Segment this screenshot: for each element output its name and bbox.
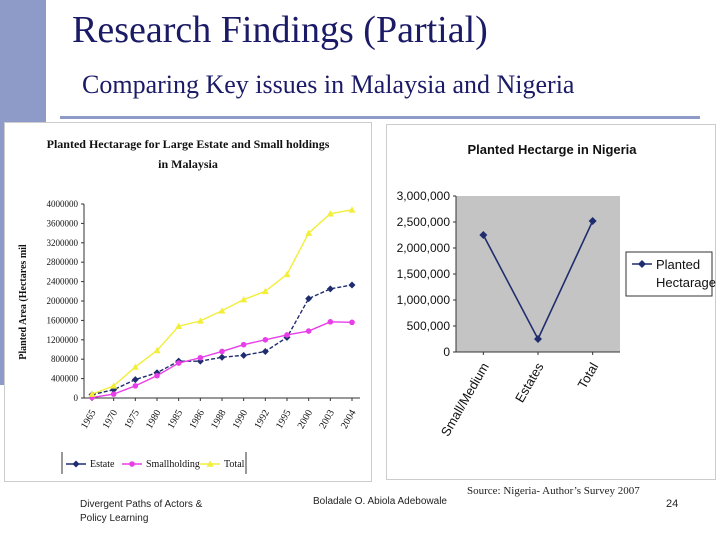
malaysia-x-tick-label: 1985 bbox=[165, 408, 186, 431]
malaysia-point-smallholding bbox=[241, 342, 247, 348]
malaysia-x-tick-label: 1992 bbox=[252, 408, 272, 431]
nigeria-y-tick-label: 3,000,000 bbox=[396, 189, 450, 203]
footer-center: Boladale O. Abiola Adebowale bbox=[313, 496, 447, 507]
malaysia-point-smallholding bbox=[306, 328, 312, 334]
nigeria-x-tick-label: Total bbox=[574, 360, 602, 392]
malaysia-point-smallholding bbox=[263, 337, 269, 343]
malaysia-point-smallholding bbox=[284, 332, 290, 338]
malaysia-y-tick-label: 0 bbox=[73, 393, 78, 403]
malaysia-y-axis-label: Planted Area (Hectares mil bbox=[18, 244, 29, 360]
malaysia-legend-label-smallholding: Smallholding bbox=[146, 459, 200, 470]
malaysia-y-tick-label: 2800000 bbox=[46, 257, 78, 268]
nigeria-plot-area bbox=[456, 196, 620, 352]
malaysia-x-tick-label: 1990 bbox=[230, 408, 251, 431]
malaysia-x-tick-label: 1975 bbox=[122, 408, 142, 431]
malaysia-y-tick-label: 3600000 bbox=[46, 218, 78, 229]
malaysia-chart-title-line1: Planted Hectarage for Large Estate and Small holdings bbox=[46, 137, 330, 151]
malaysia-x-tick-label: 1995 bbox=[274, 408, 294, 431]
malaysia-point-smallholding bbox=[328, 319, 334, 325]
malaysia-point-smallholding bbox=[219, 349, 225, 355]
malaysia-x-tick-label: 1965 bbox=[79, 408, 99, 431]
malaysia-chart bbox=[4, 122, 372, 482]
nigeria-chart-title: Planted Hectarge in Nigeria bbox=[467, 142, 637, 157]
malaysia-x-tick-label: 2000 bbox=[295, 408, 316, 431]
page-subtitle: Comparing Key issues in Malaysia and Nigeria bbox=[82, 70, 575, 99]
malaysia-y-tick-label: 1200000 bbox=[46, 334, 78, 345]
nigeria-y-tick-label: 0 bbox=[443, 345, 450, 359]
nigeria-y-tick-label: 1,500,000 bbox=[396, 267, 450, 281]
malaysia-y-tick-label: 2000000 bbox=[46, 296, 78, 306]
malaysia-y-tick-label: 3200000 bbox=[46, 237, 78, 248]
malaysia-point-smallholding bbox=[349, 320, 355, 326]
malaysia-legend-label-estate: Estate bbox=[90, 459, 115, 470]
nigeria-y-tick-label: 1,000,000 bbox=[396, 293, 450, 307]
nigeria-y-tick-label: 500,000 bbox=[406, 319, 450, 333]
footer-left-line2: Policy Learning bbox=[80, 513, 149, 524]
malaysia-y-tick-label: 800000 bbox=[51, 354, 78, 365]
malaysia-point-smallholding bbox=[198, 355, 204, 361]
malaysia-y-tick-label: 400000 bbox=[51, 373, 78, 384]
malaysia-y-tick-label: 4000000 bbox=[46, 199, 78, 209]
malaysia-y-tick-label: 2400000 bbox=[46, 276, 78, 287]
malaysia-point-smallholding bbox=[111, 391, 117, 397]
nigeria-chart-frame bbox=[386, 124, 716, 480]
malaysia-legend-label-total: Total bbox=[224, 459, 245, 470]
footer-left-line1: Divergent Paths of Actors & bbox=[80, 499, 203, 510]
malaysia-point-smallholding bbox=[176, 360, 182, 366]
malaysia-x-tick-label: 1970 bbox=[100, 408, 121, 431]
nigeria-legend-label-line2: Hectarage bbox=[656, 275, 716, 290]
accent-bar-horizontal bbox=[60, 116, 700, 119]
nigeria-chart bbox=[386, 124, 716, 480]
malaysia-x-tick-label: 1986 bbox=[187, 408, 207, 431]
malaysia-legend-marker-smallholding bbox=[129, 461, 135, 467]
page-number: 24 bbox=[666, 498, 679, 510]
malaysia-chart-title-line2: in Malaysia bbox=[158, 157, 218, 171]
source-note: Source: Nigeria- Author’s Survey 2007 bbox=[467, 485, 640, 497]
malaysia-x-tick-label: 2004 bbox=[339, 408, 359, 431]
malaysia-x-tick-label: 1980 bbox=[144, 408, 164, 431]
malaysia-x-tick-label: 2003 bbox=[317, 408, 337, 431]
page-title: Research Findings (Partial) bbox=[72, 9, 488, 51]
footer-left bbox=[80, 498, 240, 526]
malaysia-point-smallholding bbox=[154, 373, 160, 379]
nigeria-y-tick-label: 2,000,000 bbox=[396, 241, 450, 255]
malaysia-point-smallholding bbox=[133, 383, 139, 389]
nigeria-legend-label-line1: Planted bbox=[656, 257, 701, 272]
malaysia-y-tick-label: 1600000 bbox=[46, 315, 78, 326]
nigeria-x-tick-label: Small/Medium bbox=[437, 360, 492, 439]
nigeria-x-tick-label: Estates bbox=[511, 360, 547, 406]
malaysia-chart-frame bbox=[4, 122, 372, 482]
nigeria-y-tick-label: 2,500,000 bbox=[396, 215, 450, 229]
malaysia-x-tick-label: 1988 bbox=[209, 408, 229, 431]
